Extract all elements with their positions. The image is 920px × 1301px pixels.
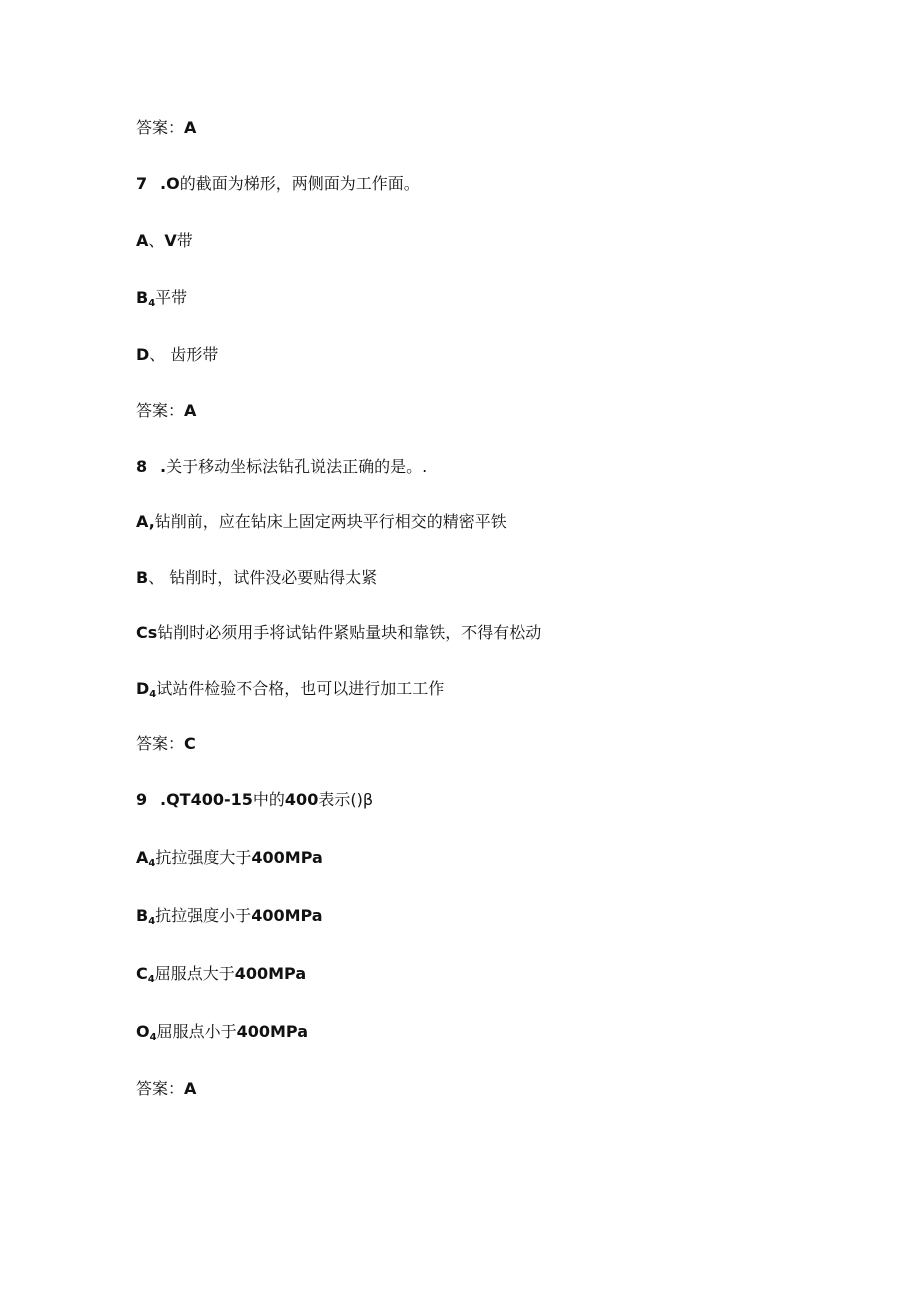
- question-bold-number: 400: [284, 790, 319, 809]
- option-separator: ,: [148, 512, 155, 531]
- option-value: 400MPa: [251, 848, 323, 867]
- option-9-b: [136, 906, 323, 932]
- option-7-b: [136, 288, 187, 314]
- option-text: 屈服点大于: [154, 964, 235, 983]
- answer-label: 答案：: [136, 1079, 185, 1098]
- answer-line: [136, 401, 196, 421]
- answer-value: C: [184, 734, 196, 753]
- option-8-b: [136, 568, 377, 588]
- option-text: 抗拉强度大于: [155, 848, 252, 867]
- option-7-a: [136, 231, 193, 251]
- option-letter: C: [136, 964, 148, 983]
- option-9-a: [136, 848, 323, 874]
- question-prefix: .QT400-15: [160, 790, 253, 809]
- answer-label: 答案：: [136, 118, 185, 137]
- option-letter: Cs: [136, 623, 158, 642]
- option-text: 抗拉强度小于: [155, 906, 252, 925]
- question-text: 关于移动坐标法钻孔说法正确的是。.: [166, 457, 428, 476]
- option-9-c: [136, 964, 306, 990]
- option-text: 钻削时必须用手将试钻件紧贴量块和靠铁，不得有松动: [157, 623, 542, 642]
- option-letter: A: [136, 231, 149, 250]
- question-prefix: .O: [160, 174, 180, 193]
- option-text: 齿形带: [170, 345, 219, 364]
- question-text: 的截面为梯形，两侧面为工作面。: [179, 174, 420, 193]
- question-7: [136, 174, 420, 194]
- option-letter: A: [136, 848, 149, 867]
- option-letter: A: [136, 512, 149, 531]
- option-text: 试站件检验不合格，也可以进行加工工作: [156, 679, 445, 698]
- option-subscript: 4: [148, 858, 156, 869]
- option-letter: O: [136, 1022, 150, 1041]
- option-letter: D: [136, 345, 150, 364]
- option-text: 钻削前，应在钻床上固定两块平行相交的精密平铁: [154, 512, 507, 531]
- option-text: 屈服点小于: [156, 1022, 237, 1041]
- option-8-d: [136, 679, 444, 705]
- question-number: 9: [136, 790, 148, 809]
- question-text-tail: 表示()β: [318, 790, 374, 809]
- answer-value: A: [184, 401, 197, 420]
- answer-value: A: [184, 118, 197, 137]
- option-subscript: 4: [148, 298, 156, 309]
- option-8-a: [136, 512, 507, 532]
- option-separator: 、: [148, 231, 165, 250]
- question-9: [136, 790, 373, 810]
- answer-label: 答案：: [136, 401, 185, 420]
- option-8-c: [136, 623, 541, 643]
- option-text: 钻削时，试件没必要贴得太紧: [169, 568, 378, 587]
- option-separator: 、: [148, 568, 170, 587]
- option-text: 带: [176, 231, 193, 250]
- question-number: 7: [136, 174, 148, 193]
- option-letter: B: [136, 288, 149, 307]
- question-prefix: .: [160, 457, 167, 476]
- option-letter: B: [136, 906, 149, 925]
- option-value: 400MPa: [234, 964, 307, 983]
- option-separator: 、: [149, 345, 171, 364]
- option-lead: V: [164, 231, 177, 250]
- option-letter: B: [136, 568, 149, 587]
- answer-label: 答案：: [136, 734, 185, 753]
- answer-line: [136, 1079, 196, 1099]
- option-value: 400MPa: [236, 1022, 309, 1041]
- answer-value: A: [184, 1079, 197, 1098]
- option-letter: D: [136, 679, 150, 698]
- option-7-d: [136, 345, 218, 365]
- question-text: 中的: [252, 790, 285, 809]
- question-8: [136, 457, 427, 477]
- option-9-d: [136, 1022, 308, 1048]
- question-number: 8: [136, 457, 148, 476]
- option-subscript: 4: [149, 1032, 157, 1043]
- answer-line: [136, 118, 196, 138]
- option-value: 400MPa: [251, 906, 323, 925]
- option-text: 平带: [155, 288, 188, 307]
- answer-line: [136, 734, 196, 754]
- option-subscript: 4: [149, 689, 157, 700]
- option-subscript: 4: [148, 916, 156, 927]
- option-subscript: 4: [147, 974, 155, 985]
